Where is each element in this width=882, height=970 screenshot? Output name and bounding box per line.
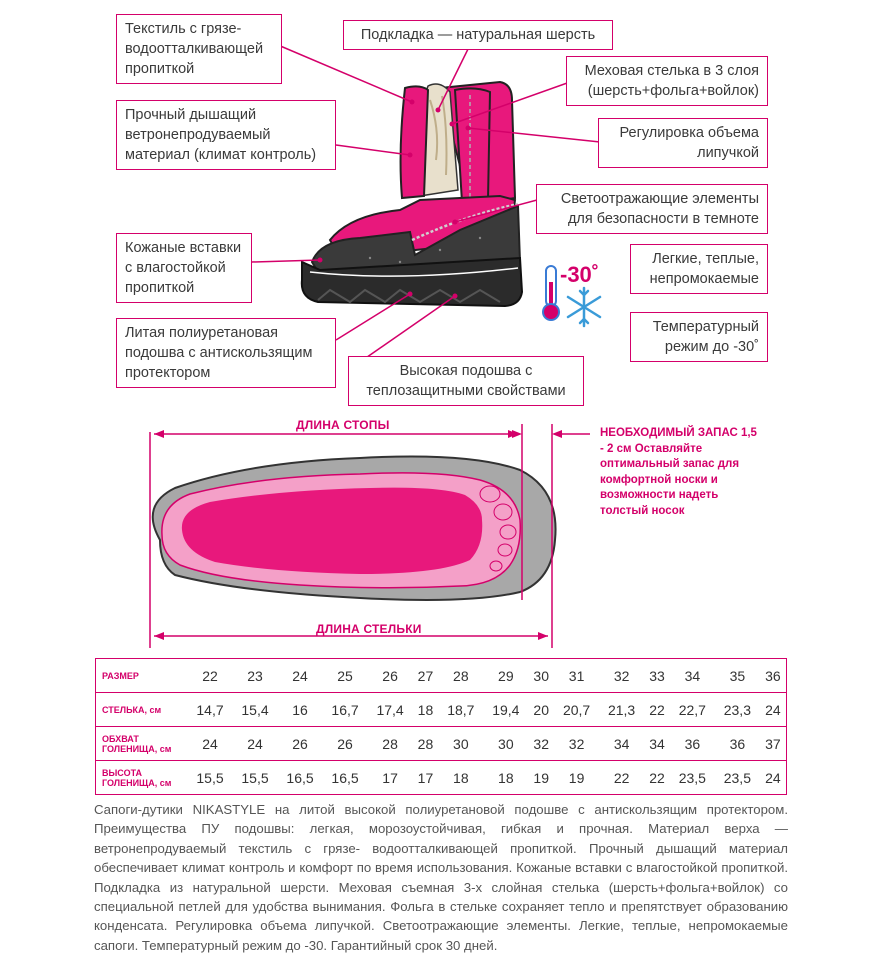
table-cell: 28 (438, 659, 483, 693)
table-cell: 18 (413, 693, 439, 727)
table-cell: 23 (233, 659, 278, 693)
table-cell: 32 (528, 727, 554, 761)
table-row (96, 727, 787, 761)
table-cell: 16,5 (331, 769, 359, 786)
table-cell: 19,4 (483, 693, 528, 727)
table-row (96, 693, 787, 727)
table-cell: 31 (554, 659, 599, 693)
table-cell: 17 (417, 769, 434, 786)
table-cell: 27 (413, 659, 439, 693)
temperature-label: -30˚ (560, 262, 600, 287)
callout-sole: Литая полиуретановая подошва с антискользящим протектором (116, 318, 336, 388)
row-header: ВЫСОТА ГОЛЕНИЩА, см (102, 767, 172, 788)
table-cell: 26 (278, 727, 323, 761)
callout-material: Прочный дышащий ветронепродуваемый материал (климат контроль) (116, 100, 336, 170)
table-cell: 18,7 (438, 693, 483, 727)
table-cell: 24 (765, 769, 781, 786)
table-cell: 36 (760, 659, 787, 693)
table-cell: 16 (278, 693, 323, 727)
table-cell: 28 (368, 727, 413, 761)
table-cell: 23,5 (678, 769, 706, 786)
table-cell: 37 (760, 727, 787, 761)
table-cell: 14,7 (188, 693, 233, 727)
foot-length-label: ДЛИНА СТОПЫ (296, 418, 390, 432)
row-header: СТЕЛЬКА, см (96, 693, 188, 727)
table-cell: 28 (413, 727, 439, 761)
table-cell: 22,7 (670, 693, 715, 727)
table-cell: 26 (323, 727, 368, 761)
table-cell: 16,7 (323, 693, 368, 727)
table-cell: 34 (670, 659, 715, 693)
callout-insole: Меховая стелька в 3 слоя (шерсть+фольга+войлок) (566, 56, 768, 106)
callout-reflective: Светоотражающие элементы для безопасности в темноте (536, 184, 768, 234)
table-cell: 26 (368, 659, 413, 693)
table-cell: 25 (323, 659, 368, 693)
table-cell: 32 (554, 727, 599, 761)
table-cell: 15,4 (233, 693, 278, 727)
callout-textile: Текстиль с грязе-водоотталкивающей пропиткой (116, 14, 282, 84)
row-header: ОБХВАТ ГОЛЕНИЩА, см (96, 727, 188, 761)
table-row (96, 659, 787, 693)
table-cell: 19 (568, 769, 585, 786)
table-cell: 23,5 (723, 769, 751, 786)
table-cell: 20 (528, 693, 554, 727)
table-cell: 36 (670, 727, 715, 761)
table-cell: 22 (613, 769, 630, 786)
table-cell: 36 (715, 727, 760, 761)
table-cell: 29 (483, 659, 528, 693)
table-cell: 15,5 (241, 769, 269, 786)
table-cell: 24 (188, 727, 233, 761)
callout-light: Легкие, теплые, непромокаемые (630, 244, 768, 294)
table-cell: 30 (528, 659, 554, 693)
callout-lining: Подкладка — натуральная шерсть (343, 20, 613, 50)
table-cell: 32 (599, 659, 644, 693)
table-cell: 30 (483, 727, 528, 761)
callout-temp: Температурный режим до -30˚ (630, 312, 768, 362)
callout-high-sole: Высокая подошва с теплозащитными свойствами (348, 356, 584, 406)
table-cell: 33 (644, 659, 670, 693)
size-table (95, 658, 787, 795)
table-cell: 24 (278, 659, 323, 693)
table-cell: 22 (649, 769, 665, 786)
table-cell: 34 (599, 727, 644, 761)
table-cell: 17 (382, 769, 398, 786)
table-cell: 35 (715, 659, 760, 693)
table-cell: 23,3 (715, 693, 760, 727)
table-cell: 30 (438, 727, 483, 761)
callout-velcro: Регулировка объема липучкой (598, 118, 768, 168)
table-row (96, 761, 787, 795)
table-cell: 18 (498, 769, 514, 786)
table-cell: 19 (533, 769, 549, 786)
callout-leather: Кожаные вставки с влагостойкой пропиткой (116, 233, 252, 303)
product-description: Сапоги-дутики NIKASTYLE на литой высокой полиуретановой подошве с антискользящим протектором. Преимущества ПУ подошвы: легкая, морозоустойчивая, гибкая и прочная. Материал верха — ветронепродуваемый текстиль с грязе- водоотталкивающей пропиткой. Прочный дышащий материал обеспечивает климат контроль и комфорт по время использования. Кожаные вставки с влагостойкой пропиткой. Подкладка из натуральной шерсти. Меховая съемная 3-х слойная стелька (шерсть+фольга+войлок) со специальной петлей для удобства вынимания. Фольга в стельке сохраняет тепло и препятствует образованию конденсата. Регулировка объема липучкой. Светоотражающие элементы. Легкие, теплые, непромокаемые сапоги. Температурный режим до -30. Гарантийный срок 30 дней. (94, 802, 788, 953)
table-cell: 24 (233, 727, 278, 761)
table-cell: 17,4 (368, 693, 413, 727)
table-cell: 34 (644, 727, 670, 761)
allowance-note: НЕОБХОДИМЫЙ ЗАПАС 1,5 - 2 см Оставляйте оптимальный запас для комфортной носки и возможности надеть толстый носок (600, 427, 757, 517)
table-cell: 24 (760, 693, 787, 727)
table-cell: 18 (453, 769, 469, 786)
table-cell: 22 (188, 659, 233, 693)
table-cell: 15,5 (196, 769, 224, 786)
insole-length-label: ДЛИНА СТЕЛЬКИ (316, 622, 422, 636)
table-cell: 22 (644, 693, 670, 727)
table-cell: 16,5 (286, 769, 314, 786)
row-header: РАЗМЕР (96, 659, 188, 693)
table-cell: 20,7 (554, 693, 599, 727)
table-cell: 21,3 (599, 693, 644, 727)
